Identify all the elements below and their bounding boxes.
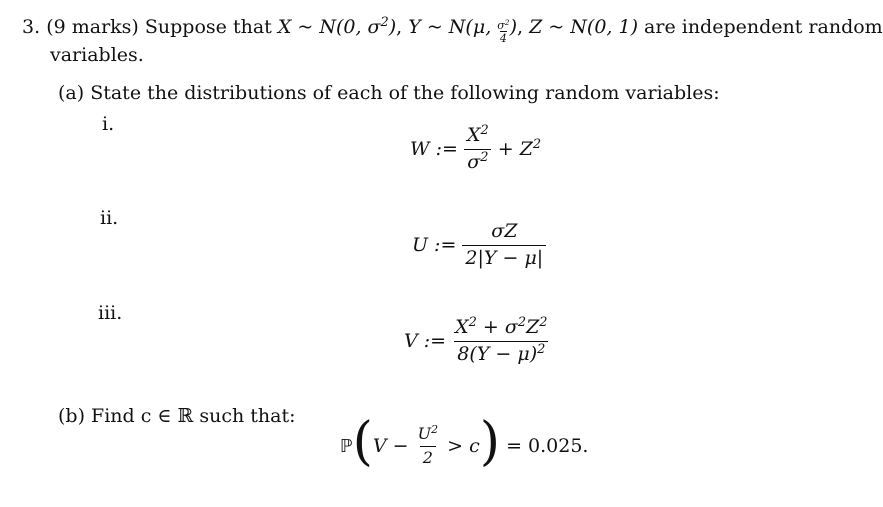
question-marks: (9 marks) (46, 16, 139, 38)
w-lhs: W := (410, 138, 458, 161)
question-line-2: variables. (50, 44, 144, 66)
dist-y: Y ~ N(μ, $\frac{\sigma^2}{4}$ ) (408, 16, 517, 46)
w-tail: + $Z^2$ (497, 137, 542, 161)
equation-v (404, 314, 551, 365)
item-iii-label: iii. (98, 302, 123, 324)
equation-probability: ℙ ( V − $\frac{U^2}{2}$ > c ) = 0.025. (340, 412, 589, 472)
item-ii-label: ii. (100, 207, 119, 229)
part-b-heading (58, 405, 296, 427)
item-i-label: i. (102, 113, 115, 135)
part-a-label: (a) (58, 82, 85, 104)
v-fraction: $\frac{X^2 + \sigma^2Z^2}{8(Y - \mu)^2}$ (455, 314, 548, 365)
u-squared-over-two: $\frac{U^2}{2}$ (417, 422, 439, 467)
dist-x: X ~ N(0, $\sigma^2$) (277, 14, 397, 38)
sigma-squared-over-four: $\frac{\sigma^2}{4}$ (497, 18, 510, 46)
prob-compare: > c (447, 435, 480, 457)
part-b-label: (b) (58, 405, 85, 427)
prob-inner-v: V − (372, 435, 409, 457)
part-a-text: State the distributions of each of the following random variables: (90, 82, 720, 104)
dist-z: Z ~ N(0, 1) (529, 16, 638, 38)
equation-w (410, 122, 542, 173)
part-b-text: Find c ∈ ℝ such that: (91, 405, 296, 427)
question-line-1: 3. (9 marks) Suppose that X ~ N(0, $\sigma^2$), Y ~ N(μ, $\frac{\sigma^2}{4}$ ), Z ~ N(0, 1) are independent random (22, 14, 883, 46)
u-fraction: $\frac{\sigma Z}{2|Y - \mu|}$ (462, 222, 546, 269)
u-lhs: U := (412, 234, 457, 257)
question-number: 3. (22, 16, 41, 38)
w-fraction: $\frac{X^2}{\sigma^2}$ (464, 126, 492, 173)
prob-rhs: = 0.025. (506, 435, 589, 457)
part-a-heading (58, 82, 720, 104)
question-intro-tail: are independent random (644, 16, 883, 38)
equation-u (412, 222, 546, 269)
probability-symbol: ℙ (340, 435, 353, 457)
question-intro: Suppose that (144, 16, 272, 38)
v-lhs: V := (404, 330, 447, 353)
